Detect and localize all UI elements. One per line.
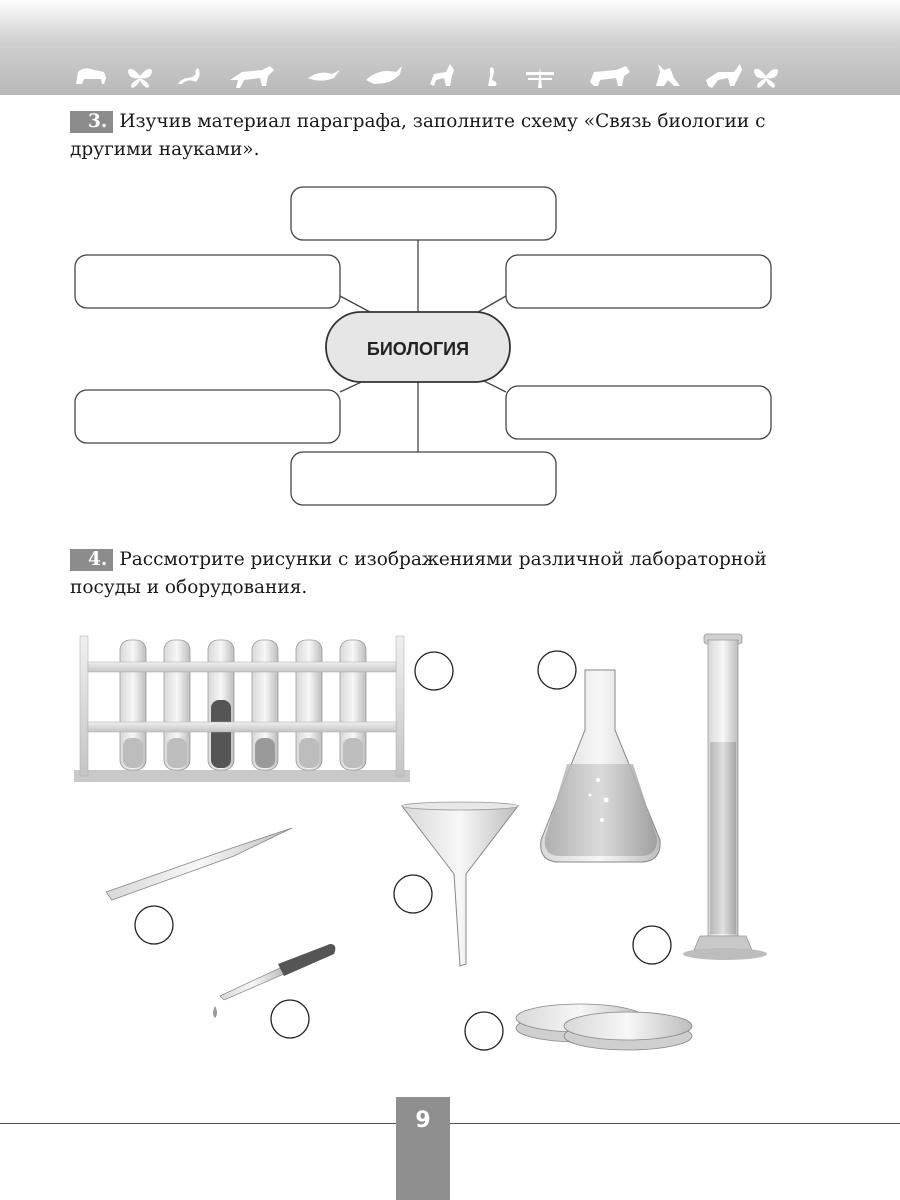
task-text: Изучив материал параграфа, заполните схему «Связь биологии с другими науками». — [70, 111, 766, 160]
answer-circle-funnel[interactable] — [394, 875, 432, 913]
biology-relations-scheme — [0, 180, 900, 520]
scorpion-icon — [178, 68, 200, 84]
dropper-pipette — [213, 944, 335, 1018]
footer-rule — [0, 1123, 900, 1124]
task-number: 4. — [70, 549, 113, 571]
science-box-upper-left[interactable] — [75, 255, 340, 308]
answer-circle-petri[interactable] — [465, 1012, 503, 1050]
deer-icon — [430, 64, 454, 86]
answer-circle-rack[interactable] — [415, 652, 453, 690]
page-number: 9 — [415, 1108, 431, 1133]
connector-line — [478, 296, 506, 312]
science-box-lower-right[interactable] — [506, 386, 771, 439]
answer-circle-cylinder[interactable] — [633, 926, 671, 964]
conical-flask — [541, 670, 661, 862]
science-box-upper-right[interactable] — [506, 255, 771, 308]
butterfly-icon — [128, 69, 152, 88]
answer-circle-rod[interactable] — [135, 906, 173, 944]
science-box-lower-left[interactable] — [75, 390, 340, 443]
bison-icon — [76, 68, 106, 84]
dolphin-icon — [366, 66, 402, 84]
test-tube-rack — [74, 636, 410, 782]
measuring-cylinder — [683, 634, 767, 960]
task-number: 3. — [70, 111, 113, 133]
antelope-icon — [706, 64, 742, 88]
answer-circle-flask[interactable] — [538, 651, 576, 689]
glass-rod — [106, 828, 292, 900]
bull-icon — [590, 66, 630, 86]
lab-equipment-illustration — [0, 620, 900, 1090]
task-3 — [70, 108, 790, 164]
science-box-bottom[interactable] — [291, 452, 556, 505]
animal-silhouette-strip — [70, 62, 790, 92]
connector-line — [340, 296, 370, 312]
bird-icon — [308, 70, 340, 81]
heron-icon — [488, 68, 497, 87]
butterfly-icon — [754, 69, 778, 88]
horse-icon — [230, 66, 274, 88]
task-text: Рассмотрите рисунки с изображениями различной лабораторной посуды и оборудования. — [70, 549, 767, 598]
science-box-top[interactable] — [291, 187, 556, 240]
answer-circle-dropper[interactable] — [271, 1000, 309, 1038]
center-biology-label: БИОЛОГИЯ — [366, 339, 470, 359]
dragonfly-icon — [526, 66, 554, 88]
petri-dishes — [516, 1004, 692, 1050]
cat-icon — [656, 64, 680, 86]
task-4 — [70, 546, 790, 602]
